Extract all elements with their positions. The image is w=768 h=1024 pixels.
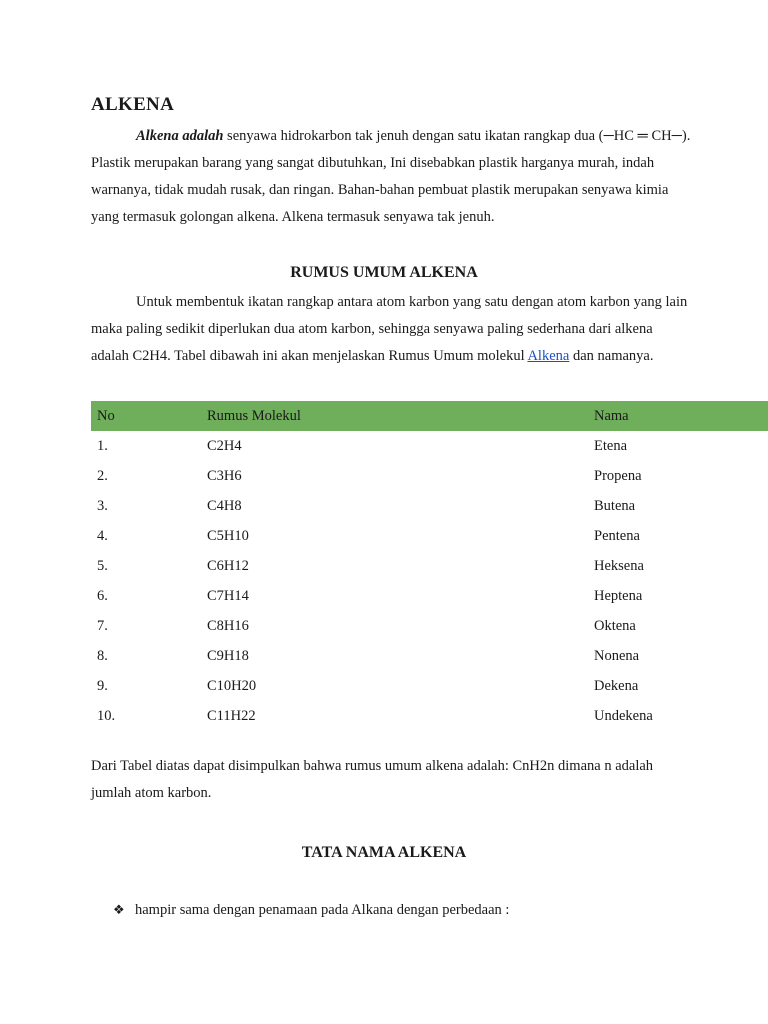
- intro-lead: Alkena adalah: [136, 128, 224, 144]
- table-header-nama: Nama: [588, 401, 768, 431]
- rumus-text-before-link: Untuk membentuk ikatan rangkap antara atom karbon yang satu dengan atom karbon yang lain maka paling sedikit diperlukan dua atom karbon, sehingga senyawa paling sederhana dari alkena adalah C2H4. Tabel dibawah ini akan menjelaskan Rumus Umum molekul: [91, 294, 688, 364]
- rumus-paragraph: [91, 289, 691, 370]
- cell-no: 8.: [97, 647, 108, 664]
- table-row: [91, 491, 768, 521]
- alkena-formula-table: [91, 401, 768, 731]
- cell-nama: Dekena: [594, 677, 639, 694]
- intro-text-1: senyawa hidrokarbon tak jenuh dengan satu ikatan rangkap dua (─HC ═: [223, 128, 648, 144]
- diamond-bullet-icon: ❖: [113, 903, 125, 918]
- cell-no: 9.: [97, 677, 108, 694]
- cell-nama: Etena: [594, 437, 628, 454]
- table-header-rumus: Rumus Molekul: [201, 401, 588, 431]
- table-row: [91, 461, 768, 491]
- table-body: [91, 431, 768, 731]
- cell-nama: Pentena: [594, 527, 640, 544]
- cell-rumus: C10H20: [207, 677, 257, 694]
- cell-rumus: C6H12: [207, 557, 249, 574]
- cell-nama: Butena: [594, 497, 636, 514]
- cell-no: 3.: [97, 497, 108, 514]
- cell-nama: Undekena: [594, 707, 653, 724]
- cell-no: 2.: [97, 467, 108, 484]
- cell-rumus: C8H16: [207, 617, 249, 634]
- conclusion-text: Dari Tabel diatas dapat disimpulkan bahwa rumus umum alkena adalah: CnH2n dimana n adalah jumlah atom karbon.: [91, 758, 654, 801]
- conclusion-paragraph: [91, 753, 691, 807]
- cell-no: 10.: [97, 707, 116, 724]
- table-header-row: [91, 401, 768, 431]
- table-row: [91, 611, 768, 641]
- section-heading-rumus-umum: RUMUS UMUM ALKENA: [290, 264, 478, 281]
- cell-rumus: C4H8: [207, 497, 242, 514]
- table-row: [91, 671, 768, 701]
- cell-rumus: C11H22: [207, 707, 256, 724]
- table-row: [91, 701, 768, 731]
- cell-no: 7.: [97, 617, 108, 634]
- cell-no: 6.: [97, 587, 108, 604]
- table-row: [91, 641, 768, 671]
- cell-nama: Propena: [594, 467, 642, 484]
- cell-rumus: C3H6: [207, 467, 242, 484]
- cell-no: 1.: [97, 437, 108, 454]
- cell-no: 5.: [97, 557, 108, 574]
- cell-rumus: C9H18: [207, 647, 249, 664]
- cell-no: 4.: [97, 527, 108, 544]
- cell-rumus: C2H4: [207, 437, 242, 454]
- page-title: ALKENA: [91, 94, 175, 115]
- cell-nama: Heptena: [594, 587, 643, 604]
- table-row: [91, 521, 768, 551]
- alkena-link[interactable]: Alkena: [527, 348, 570, 364]
- cell-nama: Oktena: [594, 617, 636, 634]
- cell-rumus: C5H10: [207, 527, 249, 544]
- table-header-no: No: [91, 401, 201, 431]
- table-row: [91, 581, 768, 611]
- table-row: [91, 551, 768, 581]
- intro-paragraph: [91, 123, 691, 231]
- cell-nama: Nonena: [594, 647, 640, 664]
- list-item: [113, 898, 509, 923]
- section-heading-tata-nama: TATA NAMA ALKENA: [301, 844, 467, 861]
- bullet-text: hampir sama dengan penamaan pada Alkana dengan perbedaan :: [135, 902, 510, 918]
- table-row: [91, 431, 768, 461]
- intro-text-2: CH─). Plastik merupakan barang yang sangat dibutuhkan, Ini disebabkan plastik harganya murah, indah warnanya, tidak mudah rusak, dan ringan. Bahan-bahan pembuat plastik merupakan senyawa kimia yang termasuk golongan alkena. Alkena termasuk senyawa tak jenuh.: [91, 128, 691, 225]
- rumus-text-after-link: dan namanya.: [569, 348, 654, 364]
- cell-rumus: C7H14: [207, 587, 249, 604]
- cell-nama: Heksena: [594, 557, 644, 574]
